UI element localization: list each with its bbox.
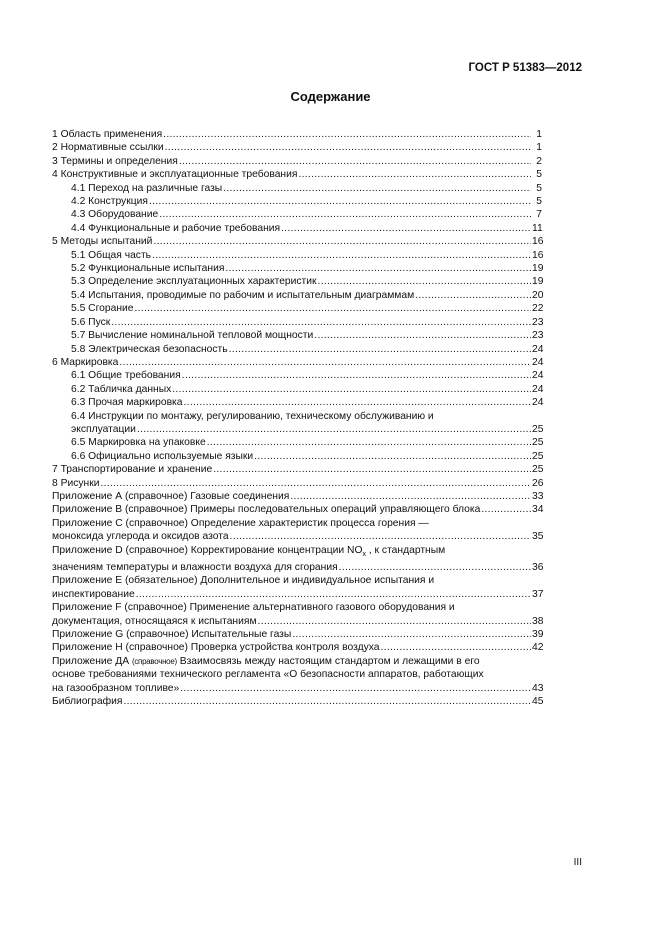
toc-entry[interactable]: 7 Транспортирование и хранение ..... 25 [52,463,542,476]
table-of-contents [52,128,542,709]
toc-entry[interactable]: 1 Область применения ..... 1 [52,128,542,141]
toc-entry[interactable]: 4.1 Переход на различные газы ..... 5 [52,182,542,195]
toc-entry-line[interactable]: Приложение Е (обязательное) Дополнительное и индивидуальное испытания и [52,575,435,587]
toc-entry[interactable]: 4.2 Конструкция ..... 5 [52,195,542,208]
toc-entry[interactable]: значениям температуры и влажности воздуха для сгорания ..... 36 [52,561,542,574]
toc-entry[interactable]: 4 Конструктивные и эксплуатационные требования ..... 5 [52,168,542,181]
toc-entry-line[interactable]: Приложение D (справочное) Корректирование концентрации $NO_х$ , к стандартным [52,544,446,558]
toc-entry[interactable]: эксплуатации ..... 25 [52,423,542,436]
toc-entry[interactable]: 6 Маркировка ..... 24 [52,356,542,369]
toc-entry[interactable]: Приложение А (справочное) Газовые соединения ..... 33 [52,490,542,503]
page-title: Содержание [290,89,371,104]
toc-entry-line[interactable]: Приложение С (справочное) Определение характеристик процесса горения — [52,517,429,529]
toc-entry[interactable]: 5.6 Пуск ..... 23 [52,316,542,329]
toc-entry[interactable]: 5.7 Вычисление номинальной тепловой мощности ..... 23 [52,329,542,342]
toc-entry[interactable]: 4.3 Оборудование ..... 7 [52,208,542,221]
document-header: ГОСТ Р 51383—2012 [468,62,582,74]
subscript-x: х [362,550,366,558]
toc-entry[interactable]: моноксида углерода и оксидов азота ..... 35 [52,530,542,543]
toc-entry[interactable]: 6.1 Общие требования ..... 24 [52,369,542,382]
toc-entry[interactable]: 5 Методы испытаний ..... 16 [52,235,542,248]
toc-entry-line[interactable]: 6.4 Инструкции по монтажу, регулированию, техническому обслуживанию и [71,410,434,422]
toc-entry[interactable]: 5.8 Электрическая безопасность ..... 24 [52,343,542,356]
toc-entry[interactable]: 8 Рисунки ..... 26 [52,477,542,490]
toc-entry[interactable]: 6.6 Официально используемые языки ..... 25 [52,450,542,463]
toc-entry[interactable]: 6.3 Прочая маркировка ..... 24 [52,396,542,409]
toc-entry[interactable]: Приложение Н (справочное) Проверка устройства контроля воздуха ..... 42 [52,641,542,654]
toc-entry[interactable]: Библиография ..... 45 [52,695,542,708]
toc-entry[interactable]: на газообразном топливе» ..... 43 [52,682,542,695]
toc-entry-line[interactable]: Приложение F (справочное) Применение альтернативного газового оборудования и [52,602,455,614]
toc-entry[interactable]: 5.3 Определение эксплуатационных характеристик ..... 19 [52,275,542,288]
toc-entry[interactable]: инспектирование ..... 37 [52,588,542,601]
toc-entry[interactable]: документация, относящаяся к испытаниям ..... 38 [52,615,542,628]
toc-entry[interactable]: 5.1 Общая часть ..... 16 [52,249,542,262]
toc-entry[interactable]: 5.5 Сгорание ..... 22 [52,302,542,315]
toc-entry[interactable]: 4.4 Функциональные и рабочие требования ..... 11 [52,222,542,235]
toc-entry[interactable]: 5.4 Испытания, проводимые по рабочим и испытательным диаграммам ..... 20 [52,289,542,302]
toc-entry[interactable]: 6.2 Табличка данных ..... 24 [52,383,542,396]
toc-entry-line[interactable]: основе требованиями технического регламента «О безопасности аппаратов, работающих [52,669,484,681]
toc-entry[interactable]: 2 Нормативные ссылки ..... 1 [52,141,542,154]
toc-entry[interactable]: 5.2 Функциональные испытания ..... 19 [52,262,542,275]
toc-entry[interactable]: Приложение G (справочное) Испытательные газы ..... 39 [52,628,542,641]
toc-entry[interactable]: 3 Термины и определения ..... 2 [52,155,542,168]
toc-entry-line[interactable]: Приложение ДА (справочное) Взаимосвязь между настоящим стандартом и лежащими в его [52,655,480,667]
toc-entry[interactable]: 6.5 Маркировка на упаковке ..... 25 [52,436,542,449]
page-number: III [573,857,582,868]
toc-entry[interactable]: Приложение В (справочное) Примеры последовательных операций управляющего блока ..... 34 [52,503,542,516]
